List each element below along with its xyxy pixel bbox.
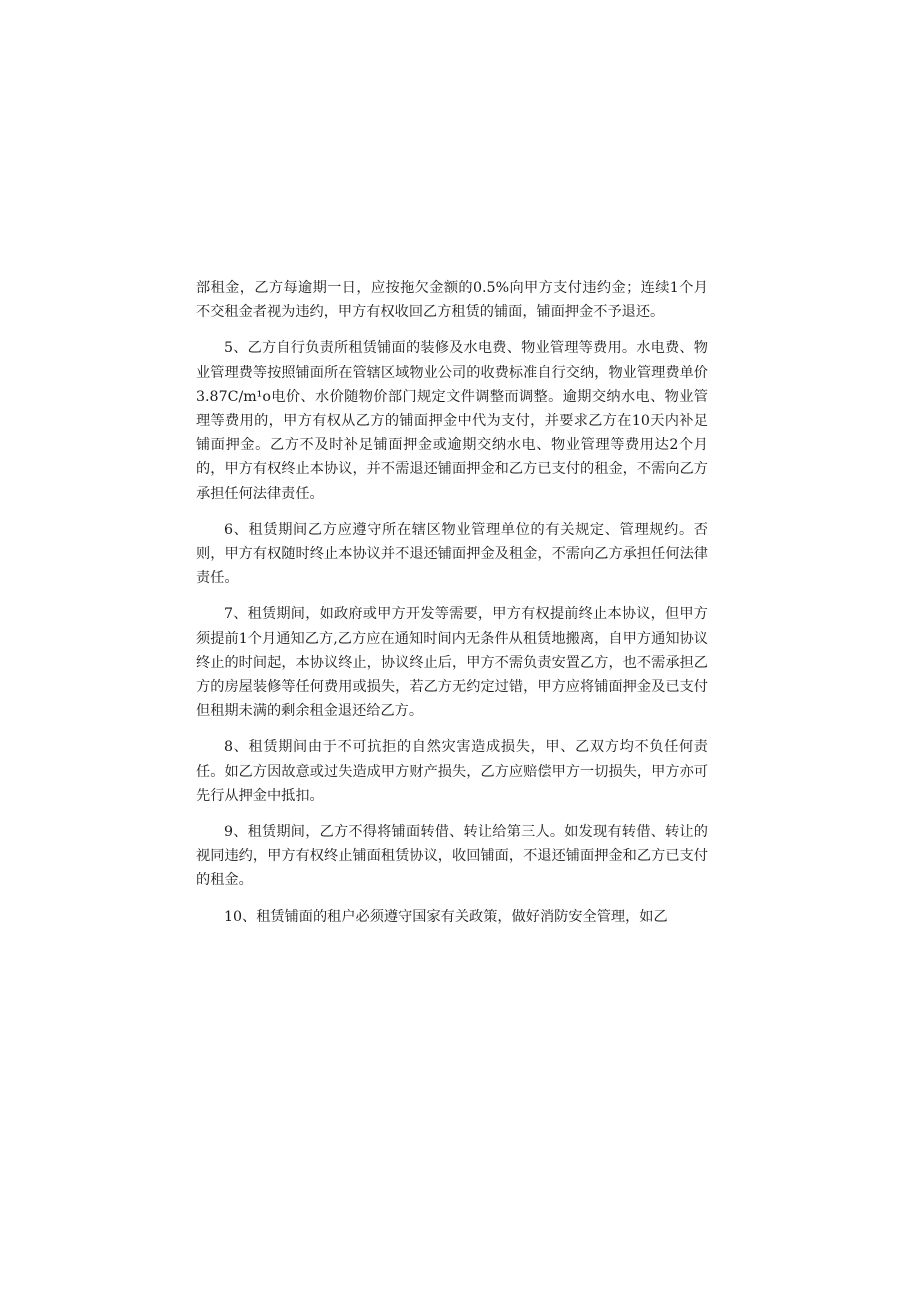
paragraph-clause-8: 8、租赁期间由于不可抗拒的自然灾害造成损失，甲、乙双方均不负任何责任。如乙方因故意或过失造成甲方财产损失，乙方应赔偿甲方一切损失，甲方亦可先行从押金中抵扣。 [196,739,708,804]
paragraph-clause-7: 7、租赁期间，如政府或甲方开发等需要，甲方有权提前终止本协议，但甲方须提前1个月通知乙方,乙方应在通知时间内无条件从租赁地搬离，自甲方通知协议终止的时间起，本协议终止，协议终止后，甲方不需负责安置乙方，也不需承担乙方的房屋装修等任何费用或损失，若乙方无约定过错，甲方应将铺面押金及已支付但租期未满的剩余租金退还给乙方。 [196,606,708,720]
paragraph-clause-9: 9、租赁期间，乙方不得将铺面转借、转让给第三人。如发现有转借、转让的视同违约，甲方有权终止铺面租赁协议，收回铺面，不退还铺面押金和乙方已支付的租金。 [196,824,708,889]
paragraph-clause-6: 6、租赁期间乙方应遵守所在辖区物业管理单位的有关规定、管理规约。否则，甲方有权随时终止本协议并不退还铺面押金及租金，不需向乙方承担任何法律责任。 [196,521,708,587]
paragraph-clause-10: 10、租赁铺面的租户必须遵守国家有关政策，做好消防安全管理，如乙 [224,908,668,925]
document-body [196,276,708,941]
paragraph-continuation: 部租金，乙方每逾期一日，应按拖欠金额的0.5%向甲方支付违约金；连续1个月不交租金者视为违约，甲方有权收回乙方租赁的铺面，铺面押金不予退还。 [196,280,708,321]
paragraph-clause-5: 5、乙方自行负责所租赁铺面的装修及水电费、物业管理等费用。水电费、物业管理费等按照铺面所在管辖区域物业公司的收费标准自行交纳，物业管理费单价3.87C∕m¹o电价、水价随物价部门规定文件调整而调整。逾期交纳水电、物业管理等费用的，甲方有权从乙方的铺面押金中代为支付，并要求乙方在10天内补足铺面押金。乙方不及时补足铺面押金或逾期交纳水电、物业管理等费用达2个月的，甲方有权终止本协议，并不需退还铺面押金和乙方已支付的租金，不需向乙方承担任何法律责任。 [196,340,708,502]
